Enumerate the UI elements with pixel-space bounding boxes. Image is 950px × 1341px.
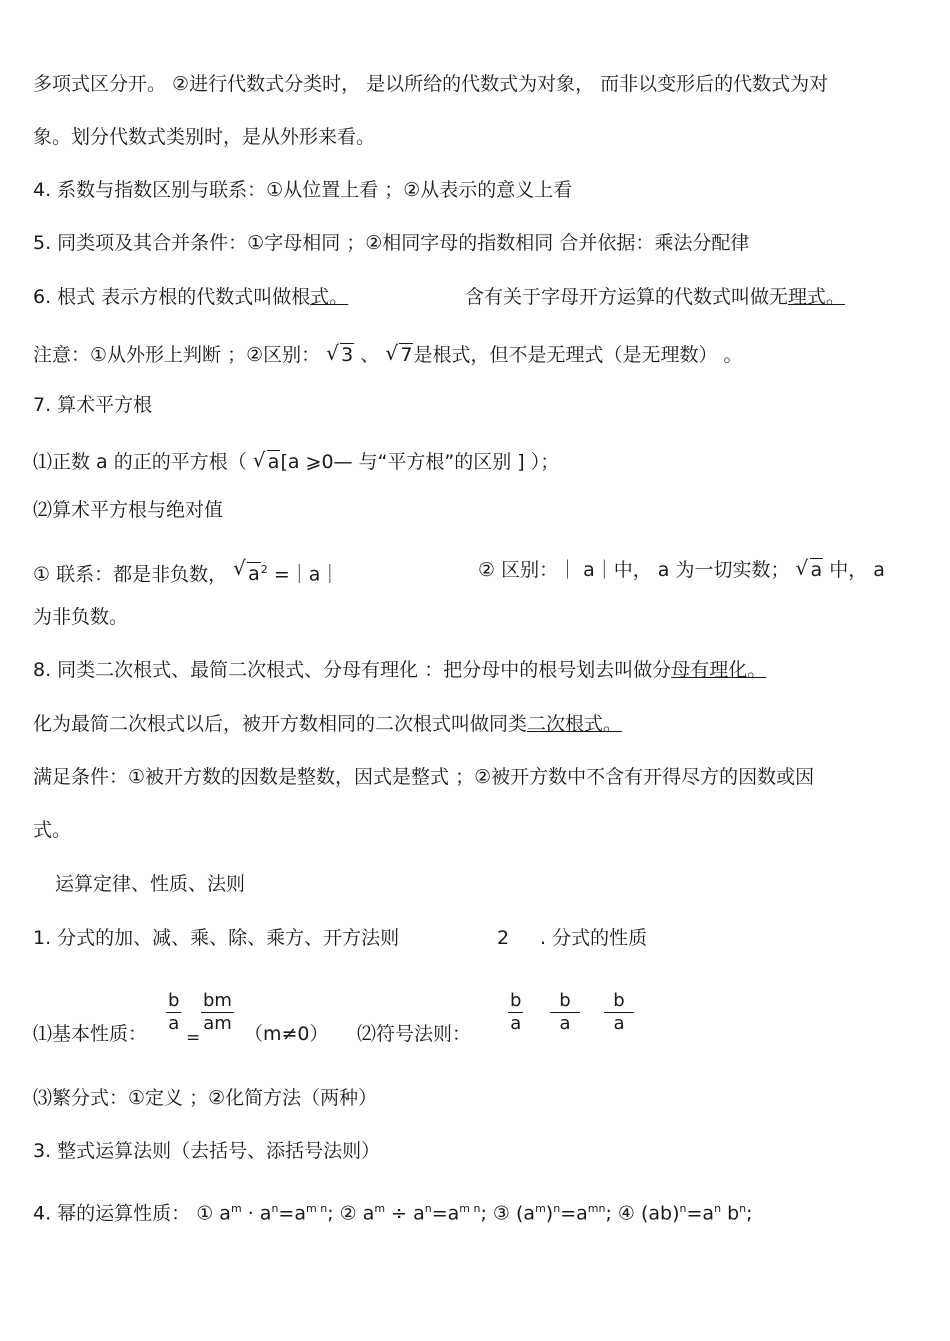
text-line: ⑵算术平方根与绝对值 [33,499,224,521]
radicand: a [248,563,260,586]
text-line [465,285,859,309]
text-span: 4. 幂的运算性质： [33,1202,191,1225]
exponent: n [553,1202,561,1215]
math-term: ) [545,1202,554,1225]
exponent: m [374,1202,386,1215]
numerator: b [604,990,634,1013]
text-span: ⑴正数 a 的正的平方根（ [33,451,247,473]
text-line [33,1197,753,1225]
text-line: ⑵符号法则： [357,1023,472,1045]
text-line: 式。 [33,819,72,841]
underlined-term: 母有理化。 [671,659,767,681]
math-term: ① a [196,1202,231,1225]
text-line [478,558,885,582]
math-term: ; ② a [327,1202,375,1225]
sqrt-expression [796,558,824,582]
math-term: ÷ a [391,1202,425,1225]
denominator: a [168,1013,180,1034]
text-line: ⑶繁分式：①定义 ；②化简方法（两种） [33,1087,378,1109]
equals-sign: = [186,1028,201,1048]
math-term: =a [686,1202,715,1225]
fraction [604,990,634,1035]
text-span: 化为最简二次根式以后，被开方数相同的二次根式叫做同类 [33,713,528,735]
radicand: a [267,451,280,473]
math-term: ; ③ (a [480,1202,536,1225]
text-line: 注意：①从外形上判断 ；②区别： √ 3 、 √ 7是根式，但不是无理式（是无理数） 。 [33,343,742,367]
numerator: bm [203,990,232,1011]
fraction [166,990,181,1035]
text-line [33,450,559,474]
underlined-term: 二次根式。 [527,713,623,735]
math-term: =a [560,1202,588,1225]
exponent: mn [587,1202,606,1215]
sqrt-expression [326,343,354,367]
text-line: 象。划分代数式类别时，是从外形来看。 [33,126,376,148]
math-term: · a [247,1202,272,1225]
math-term: ; ④ (ab) [605,1202,680,1225]
radicand: 7 [400,344,413,366]
text-line: 3. 整式运算法则（去括号、添括号法则） [33,1140,381,1162]
exponent: n [424,1202,432,1215]
text-line: （m≠0） [244,1023,329,1045]
text-span: ① 联系：都是非负数， [33,563,228,586]
sqrt-expression [253,450,281,474]
text-line: ⑴基本性质： [33,1023,148,1045]
exponent: 2 [260,563,268,576]
denominator: a [613,1013,625,1034]
section-heading: 7. 算术平方根 [33,394,153,416]
text-line: . 分式的性质 [540,927,648,949]
underlined-term: 理式。 [788,286,846,308]
exponent: m n [306,1202,328,1215]
section-heading: 运算定律、性质、法则 [55,873,246,895]
radicand: a [810,559,823,581]
math-term: =a [431,1202,460,1225]
sqrt-expression [233,558,268,586]
exponent: n [714,1202,722,1215]
text-line [33,285,354,309]
text-span: 是根式，但不是无理式（是无理数） 。 [413,344,743,366]
exponent: n [739,1202,747,1215]
numerator: b [168,990,180,1011]
text-line [33,658,782,682]
text-span: 含有关于字母开方运算的代数式叫做无 [465,286,789,308]
math-term: ; [746,1202,753,1225]
text-span: ② 区别：｜ a｜中， a 为一切实数； [478,559,790,581]
exponent: m [230,1202,242,1215]
text-line: 1. 分式的加、减、乘、除、乘方、开方法则 [33,927,400,949]
text-line: 满足条件：①被开方数的因数是整数，因式是整式 ；②被开方数中不含有开得尽方的因数或因 [33,766,815,788]
fraction [550,990,580,1035]
math-term: b [727,1202,740,1225]
text-line: 5. 同类项及其合并条件：①字母相同 ；②相同字母的指数相同 合并依据：乘法分配律 [33,232,750,254]
denominator: a [559,1013,571,1034]
text-line [33,712,652,736]
denominator: a [510,1013,522,1034]
underlined-term: 式。 [310,286,349,308]
text-span: 8. 同类二次根式、最简二次根式、分母有理化 ：把分母中的根号划去叫做分 [33,659,672,681]
text-span: [a ⩾0— 与“平方根”的区别 ] ）； [280,451,560,473]
exponent: n [271,1202,279,1215]
text-span: 6. 根式 表示方根的代数式叫做根 [33,286,311,308]
exponent: n [679,1202,687,1215]
numerator: b [550,990,580,1013]
numerator: b [510,990,522,1011]
text-line: 多项式区分开。 ②进行代数式分类时， 是以所给的代数式为对象， 而非以变形后的代数式为对 [33,73,829,95]
fraction [508,990,523,1035]
exponent: m [535,1202,546,1215]
exponent: m n [459,1202,481,1215]
text-line [33,558,339,586]
denominator: am [203,1013,232,1034]
sqrt-expression [385,343,413,367]
math-term: =a [278,1202,306,1225]
text-span: 中， a [829,559,885,581]
list-number: 2 [497,927,510,949]
text-span: =｜a｜ [273,563,340,586]
text-line: 4. 系数与指数区别与联系：①从位置上看 ；②从表示的意义上看 [33,179,573,201]
radicand: 3 [341,344,354,366]
fraction [201,990,234,1035]
text-line: 为非负数。 [33,606,129,628]
text-span: 注意：①从外形上判断 ；②区别： [33,344,321,366]
